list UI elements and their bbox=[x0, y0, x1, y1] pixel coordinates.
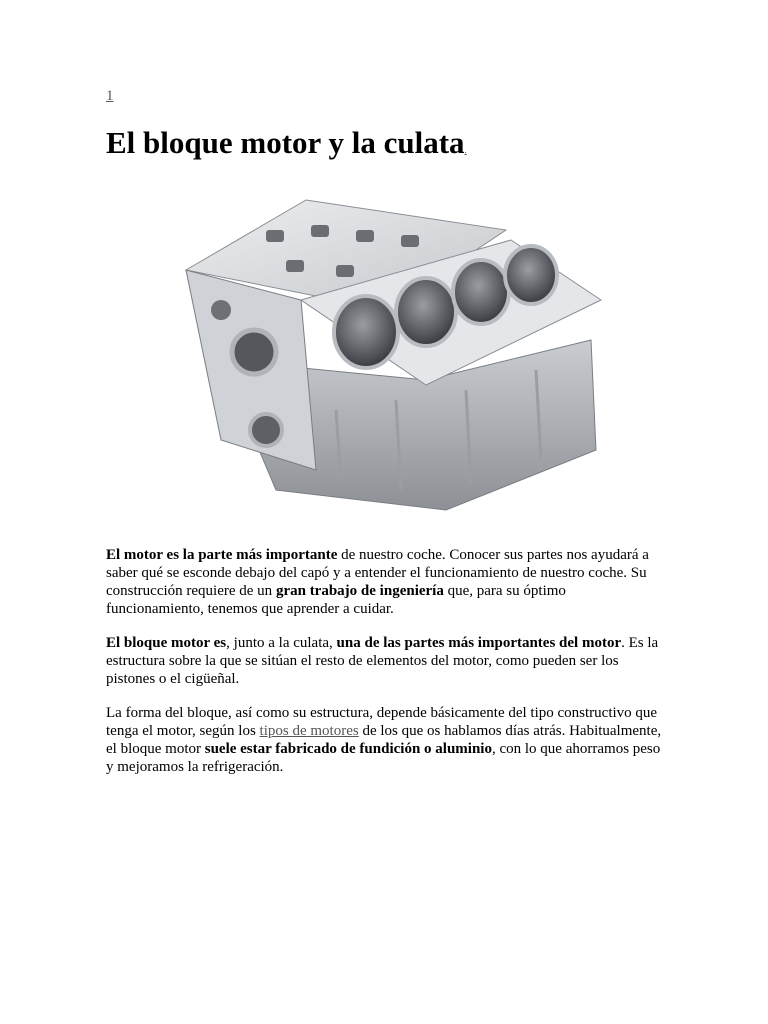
tipos-de-motores-link[interactable]: tipos de motores bbox=[259, 723, 359, 739]
page-number-link[interactable]: 1 bbox=[106, 88, 114, 104]
paragraph-2 bbox=[106, 634, 666, 688]
cylinder-bore-4 bbox=[505, 246, 557, 304]
bold-text: una de las partes más importantes del motor bbox=[336, 635, 622, 651]
title-text: El bloque motor y la culata bbox=[106, 125, 465, 160]
text: de nuestro coche. Conocer sus partes nos ayudará a saber qué se esconde debajo del capó y a entender el funcionamiento de nuestro coche. Su construcción requiere de un bbox=[106, 547, 649, 599]
bold-text: El motor es la parte más importante bbox=[106, 547, 338, 563]
cylinder-bore-3 bbox=[453, 260, 509, 324]
text: , junto a la culata, bbox=[226, 635, 337, 651]
text: La forma del bloque, así como su estructura, depende básicamente del tipo constructivo que tenga el motor, según los bbox=[106, 705, 658, 739]
bold-text: El bloque motor es bbox=[106, 635, 227, 651]
text: que, para su óptimo funcionamiento, tenemos que aprender a cuidar. bbox=[106, 583, 566, 617]
paragraph-3 bbox=[106, 704, 666, 776]
bold-text: gran trabajo de ingeniería bbox=[275, 583, 444, 599]
page-title bbox=[106, 124, 467, 169]
text: , con lo que ahorramos peso y mejoramos la refrigeración. bbox=[106, 741, 661, 775]
paragraph-1 bbox=[106, 546, 666, 618]
cylinder-bore-2 bbox=[396, 278, 456, 346]
text: . Es la estructura sobre la que se sitúan el resto de elementos del motor, como pueden ser los pistones o el cigüeñal. bbox=[106, 635, 659, 687]
engine-block-image bbox=[126, 180, 626, 530]
text: de los que os hablamos días atrás. Habitualmente, el bloque motor bbox=[106, 723, 662, 757]
bold-text: suele estar fabricado de fundición o aluminio bbox=[204, 741, 492, 757]
cylinder-bore-1 bbox=[334, 296, 398, 368]
title-anchor-link[interactable]: . bbox=[464, 145, 467, 155]
